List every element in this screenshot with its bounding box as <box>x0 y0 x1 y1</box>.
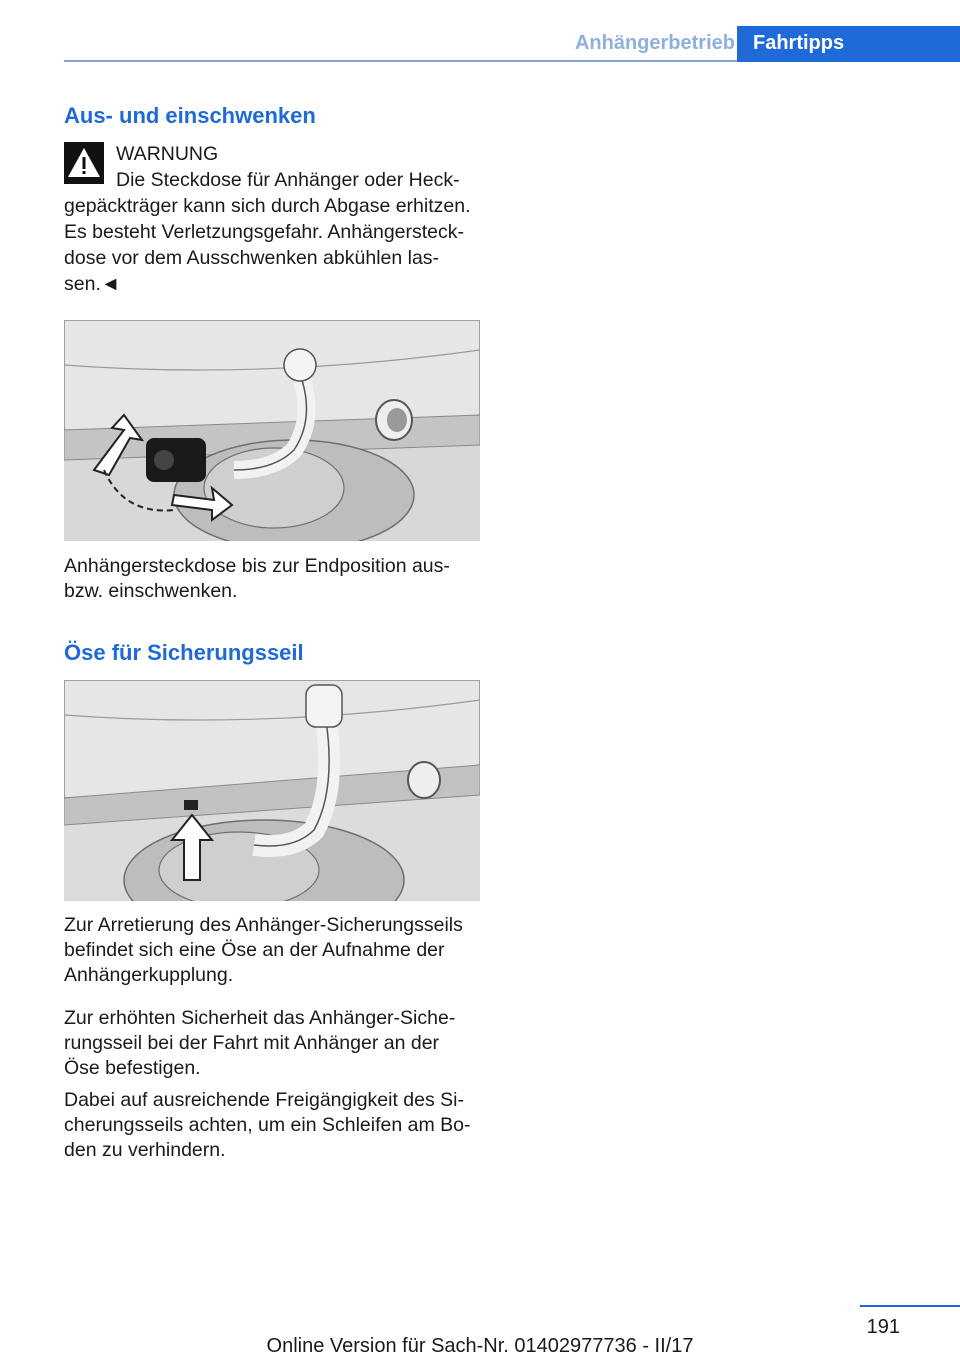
section-title-oese: Öse für Sicherungsseil <box>64 640 304 665</box>
warning-text <box>64 167 484 297</box>
figure-eyelet <box>64 680 480 901</box>
para2-line-1: Zur erhöhten Sicherheit das Anhänger-Siche- <box>64 1007 456 1029</box>
caption-line-2: bzw. einschwenken. <box>64 580 238 602</box>
warning-line-5: sen.◄ <box>64 273 121 295</box>
online-version-note: Online Version für Sach-Nr. 01402977736 - II/17 <box>266 1335 694 1357</box>
paragraph-sicherheit <box>64 1006 484 1081</box>
warning-line-4: dose vor dem Ausschwenken abkühlen las- <box>64 247 440 269</box>
page-number: 191 <box>866 1316 900 1338</box>
warning-line-1: Die Steckdose für Anhänger oder Heck- <box>116 169 460 191</box>
tab-fahrtipps[interactable]: Fahrtipps <box>737 26 960 62</box>
tab-anhaengerbetrieb[interactable]: Anhängerbetrieb <box>574 32 735 54</box>
para1-line-3: Anhängerkupplung. <box>64 964 234 986</box>
footer-rule <box>860 1305 960 1307</box>
paragraph-freigaengigkeit <box>64 1088 484 1163</box>
para3-line-1: Dabei auf ausreichende Freigängigkeit des Si- <box>64 1089 464 1111</box>
para3-line-3: den zu verhindern. <box>64 1139 226 1161</box>
warning-label: WARNUNG <box>116 143 219 165</box>
para3-line-2: cherungsseils achten, um ein Schleifen am Bo- <box>64 1114 471 1136</box>
caption-socket <box>64 554 484 604</box>
para1-line-1: Zur Arretierung des Anhänger-Sicherungsseils <box>64 914 463 936</box>
warning-line-2: gepäckträger kann sich durch Abgase erhitzen. <box>64 195 471 217</box>
para1-line-2: befindet sich eine Öse an der Aufnahme der <box>64 939 445 961</box>
warning-line-3: Es besteht Verletzungsgefahr. Anhängersteck- <box>64 221 465 243</box>
paragraph-arretierung <box>64 913 484 988</box>
section-title-aus-einschwenken: Aus- und einschwenken <box>64 103 316 128</box>
figure-socket-swivel <box>64 320 480 541</box>
para2-line-3: Öse befestigen. <box>64 1057 201 1079</box>
para2-line-2: rungsseil bei der Fahrt mit Anhänger an der <box>64 1032 440 1054</box>
caption-line-1: Anhängersteckdose bis zur Endposition aus- <box>64 555 450 577</box>
